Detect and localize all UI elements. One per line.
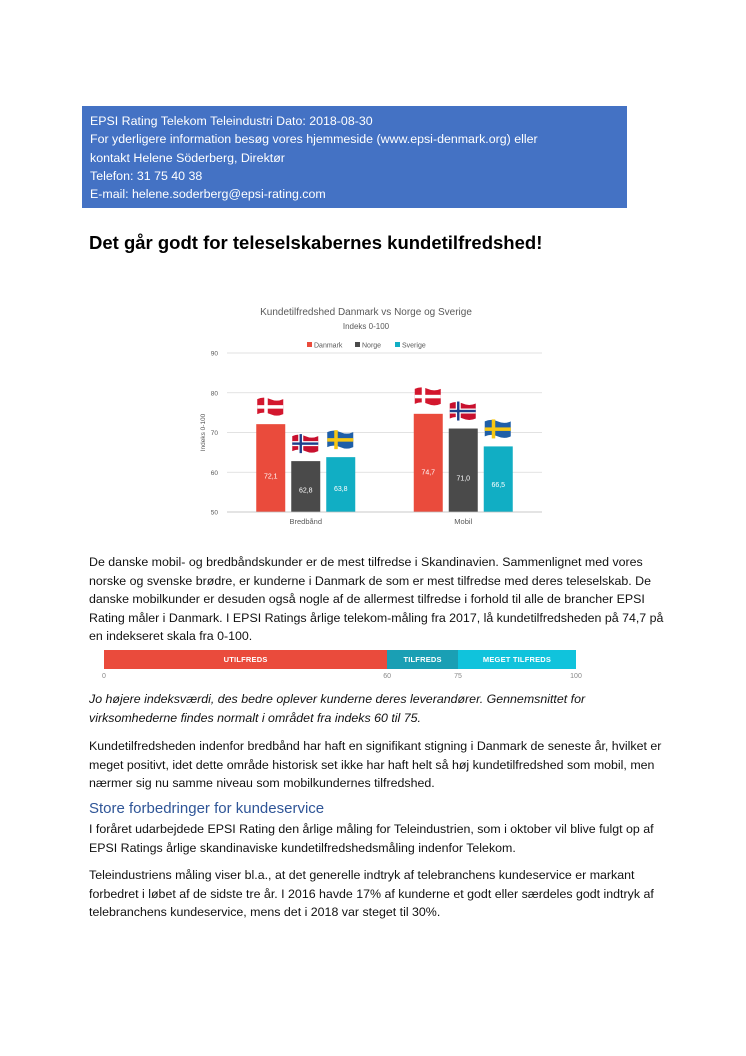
legend-swatch	[355, 342, 360, 347]
contact-info-box	[82, 106, 627, 208]
header-line-date: EPSI Rating Telekom Teleindustri Dato: 2018-08-30	[90, 114, 373, 128]
broadband-paragraph: Kundetilfredsheden indenfor bredbånd har haft en signifikant stigning i Danmark de seneste år, hvilket er meget positivt, idet dette område historisk set ikke har haft helt så høj kundetilfredshed som mobil, men nærmer sig nu samme niveau som mobilkundernes tilfredshed.	[89, 739, 662, 791]
sweden-flag	[485, 419, 511, 438]
legend-swatch	[307, 342, 312, 347]
sweden-flag	[327, 430, 353, 449]
y-tick-label: 60	[210, 469, 218, 477]
x-tick-label: Mobil	[454, 517, 473, 526]
measurement-paragraph: I foråret udarbejdede EPSI Rating den årlige måling for Teleindustrien, som i oktober vil blive fulgt op af EPSI Ratings årlige skandinaviske kundetilfredshedsmåling indenfor Telekom.	[89, 822, 654, 855]
scale-segment-utilfreds: UTILFREDS	[104, 650, 387, 669]
bar-value-label: 74,7	[421, 469, 436, 477]
header-line-contact: kontakt Helene Söderberg, Direktør	[90, 150, 285, 165]
chart-title: Kundetilfredshed Danmark vs Norge og Sverige	[260, 307, 472, 318]
legend-label: Norge	[362, 342, 382, 350]
bar-value-label: 72,1	[263, 473, 278, 481]
legend-swatch	[395, 342, 400, 347]
y-tick-label: 70	[210, 430, 218, 437]
y-axis-label: Indeks 0-100	[200, 413, 207, 452]
bar-value-label: 62,8	[298, 487, 313, 495]
chart-bar	[256, 424, 285, 512]
chart-bar	[291, 461, 320, 512]
y-tick-label: 50	[210, 509, 218, 517]
denmark-flag	[415, 387, 441, 406]
norway-flag	[450, 402, 476, 421]
header-line-email: E-mail: helene.soderberg@epsi-rating.com	[90, 187, 326, 202]
norway-flag	[292, 434, 318, 453]
scale-explanation: Jo højere indeksværdi, des bedre oplever kunderne deres leverandører. Gennemsnittet for virksomhederne findes normalt i området fra indeks 60 til 75.	[89, 692, 586, 725]
bar-value-label: 66,5	[491, 482, 506, 490]
y-tick-label: 80	[210, 390, 218, 398]
chart-subtitle: Indeks 0-100	[342, 322, 390, 331]
scale-tick: 0	[102, 673, 106, 680]
legend-label: Danmark	[314, 342, 343, 350]
chart-bar	[414, 414, 443, 512]
scale-segment-tilfreds: TILFREDS	[387, 650, 458, 669]
chart-bar	[326, 457, 355, 512]
chart-bar	[449, 429, 478, 512]
page-title: Det går godt for teleselskabernes kundetilfredshed!	[89, 232, 543, 253]
index-scale	[102, 650, 582, 684]
customer-service-paragraph: Teleindustriens måling viser bl.a., at det generelle indtryk af telebranchens kundeservice er markant forbedret i løbet af de sidste tre år. I 2016 havde 17% af kunderne et godt eller særdeles godt indtryk af telebranchens kundeservice, mens det i 2018 var steget til 30%.	[89, 868, 654, 920]
chart-bar	[484, 446, 513, 512]
scale-tick: 60	[383, 673, 392, 680]
bar-value-label: 63,8	[333, 486, 348, 494]
scale-tick: 100	[570, 673, 582, 680]
satisfaction-bar-chart	[195, 300, 555, 540]
section-heading: Store forbedringer for kundeservice	[89, 800, 325, 817]
x-tick-label: Bredbånd	[289, 517, 323, 526]
denmark-flag	[257, 397, 283, 416]
intro-paragraph: De danske mobil- og bredbåndskunder er de mest tilfredse i Skandinavien. Sammenlignet med vores norske og svenske brødre, er kunderne i Danmark de som er mest tilfredse med deres teleselskab. De danske mobilkunder er desuden også nogle af de allermest tilfredse i forhold til alle de brancher EPSI Rating måler i Danmark. I EPSI Ratings årlige telekom-måling fra 2017, lå kundetilfredsheden på 74,7 på en indekseret skala fra 0-100.	[89, 555, 664, 644]
scale-segment-meget-tilfreds: MEGET TILFREDS	[458, 650, 576, 669]
header-line-website: For yderligere information besøg vores hjemmeside (www.epsi-denmark.org) eller	[90, 132, 538, 147]
bar-value-label: 71,0	[456, 475, 471, 483]
legend-label: Sverige	[402, 342, 426, 350]
y-tick-label: 90	[210, 350, 218, 358]
scale-tick: 75	[454, 673, 462, 680]
header-line-phone: Telefon: 31 75 40 38	[90, 168, 203, 183]
